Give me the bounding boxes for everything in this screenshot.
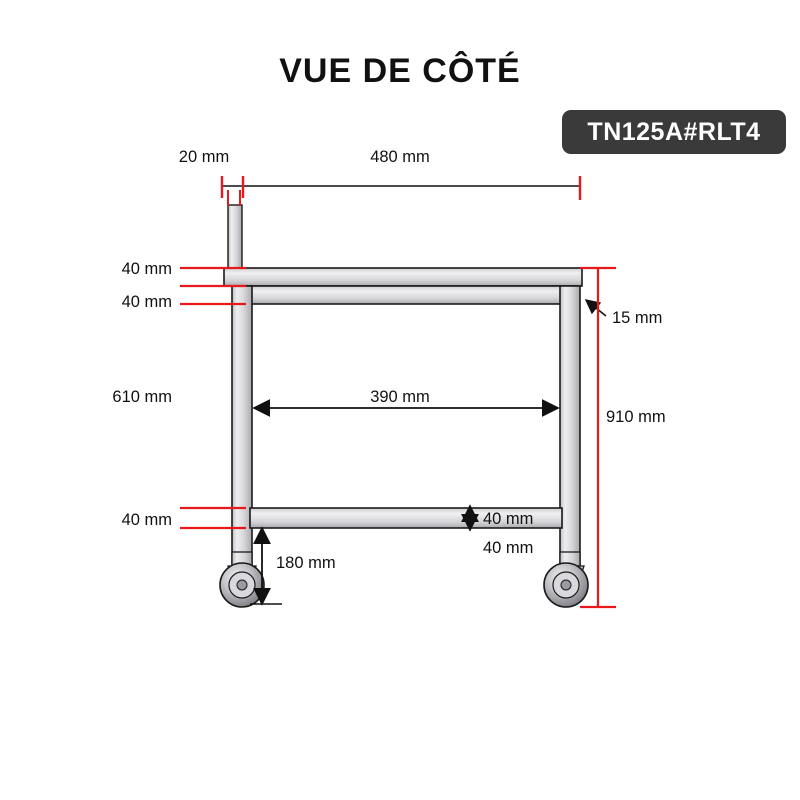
dim-apron-height-label: 40 mm: [121, 293, 172, 311]
dim-shelf-offset-label: 40 mm: [121, 511, 172, 529]
dim-total-height-label: 910 mm: [606, 408, 666, 426]
dim-top-thickness-label: 40 mm: [121, 260, 172, 278]
dim-shelf-span-label: 390 mm: [370, 388, 430, 406]
dim-shelf-lip-label: 40 mm: [483, 539, 534, 557]
apron-rail: [249, 286, 577, 304]
leader-frame-depth: [586, 300, 606, 316]
dim-top-span-label: 480 mm: [370, 148, 430, 166]
dim-overhang-top-label: 20 mm: [178, 148, 230, 166]
right-leg: [560, 286, 580, 566]
dim-shelf-thickness-label: 40 mm: [483, 510, 534, 528]
dim-frame-depth-label: 15 mm: [612, 309, 663, 327]
page-title: VUE DE CÔTÉ: [279, 52, 521, 90]
caster-right: [544, 552, 588, 607]
rear-upright: [228, 205, 242, 277]
dim-caster-height-label: 180 mm: [276, 554, 336, 572]
dim-leg-clear-label: 610 mm: [112, 388, 172, 406]
table-top: [224, 268, 582, 286]
left-leg: [232, 286, 252, 566]
caster-left: [220, 552, 264, 607]
model-badge-label: TN125A#RLT4: [587, 117, 761, 146]
dimension-lines: [112, 148, 684, 607]
